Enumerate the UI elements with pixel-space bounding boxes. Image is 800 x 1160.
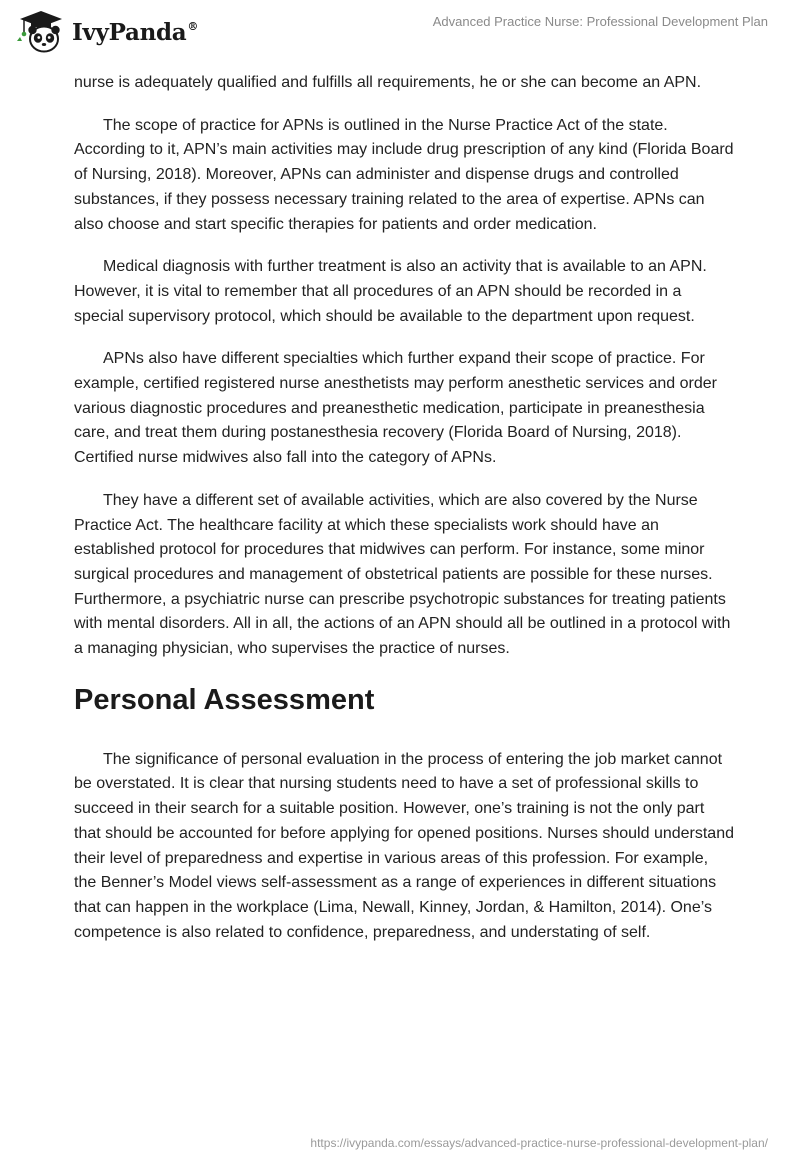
paragraph: Medical diagnosis with further treatment is also an activity that is available to an APN. However, it is vital to remember that all procedures of an APN should be recorded in a special supervisory protocol, which should be available to the department upon request. <box>74 258 707 325</box>
paragraph: The scope of practice for APNs is outlined in the Nurse Practice Act of the state. According to it, APN’s main activities may include drug prescription of any kind (Florida Board of Nursing, 2018). Moreover, APNs can administer and dispense drugs and controlled substances, if they possess necessary training related to the area of expertise. APNs can also choose and start specific therapies for patients and order medication. <box>74 116 734 233</box>
brand-name: IvyPanda <box>72 18 187 46</box>
essay-content <box>74 71 734 963</box>
paragraph: They have a different set of available activities, which are also covered by the Nurse Practice Act. The healthcare facility at which these specialists work should have an established protocol for procedures that midwives can perform. For instance, some minor surgical procedures and management of obstetrical patients are possible for these nurses. Furthermore, a psychiatric nurse can prescribe psychotropic substances for treating patients with mental disorders. All in all, the actions of an APN should all be outlined in a protocol with a managing physician, who supervises the practice of nurses. <box>74 491 731 658</box>
registered-mark: ® <box>187 19 199 33</box>
section-heading: Personal Assessment <box>74 683 375 716</box>
logo-wordmark <box>72 19 198 46</box>
page-header <box>0 0 800 62</box>
paragraph: The significance of personal evaluation in the process of entering the job market cannot be overstated. It is clear that nursing students need to have a set of professional skills to succeed in their search for a suitable position. However, one’s training is not the only part that should be accounted for before applying for opened positions. Nurses should understand their level of preparedness and expertise in various areas of this profession. For example, the Benner’s Model views self-assessment as a range of experiences in different situations that can happen in the workplace (Lima, Newall, Kinney, Jordan, & Hamilton, 2014). One’s competence is also related to confidence, preparedness, and understating of self. <box>74 750 734 941</box>
paragraph: APNs also have different specialties which further expand their scope of practice. For example, certified registered nurse anesthetists may perform anesthetic services and order various diagnostic procedures and preanesthetic medication, participate in preanesthesia care, and treat them during postanesthesia recovery (Florida Board of Nursing, 2018). Certified nurse midwives also fall into the category of APNs. <box>74 350 717 467</box>
document-title: Advanced Practice Nurse: Professional Development Plan <box>432 14 768 29</box>
source-url[interactable]: https://ivypanda.com/essays/advanced-practice-nurse-professional-development-plan/ <box>310 1136 768 1150</box>
panda-graduate-icon <box>14 10 68 54</box>
ivypanda-logo[interactable] <box>14 10 198 54</box>
paragraph: nurse is adequately qualified and fulfills all requirements, he or she can become an APN. <box>74 74 702 91</box>
